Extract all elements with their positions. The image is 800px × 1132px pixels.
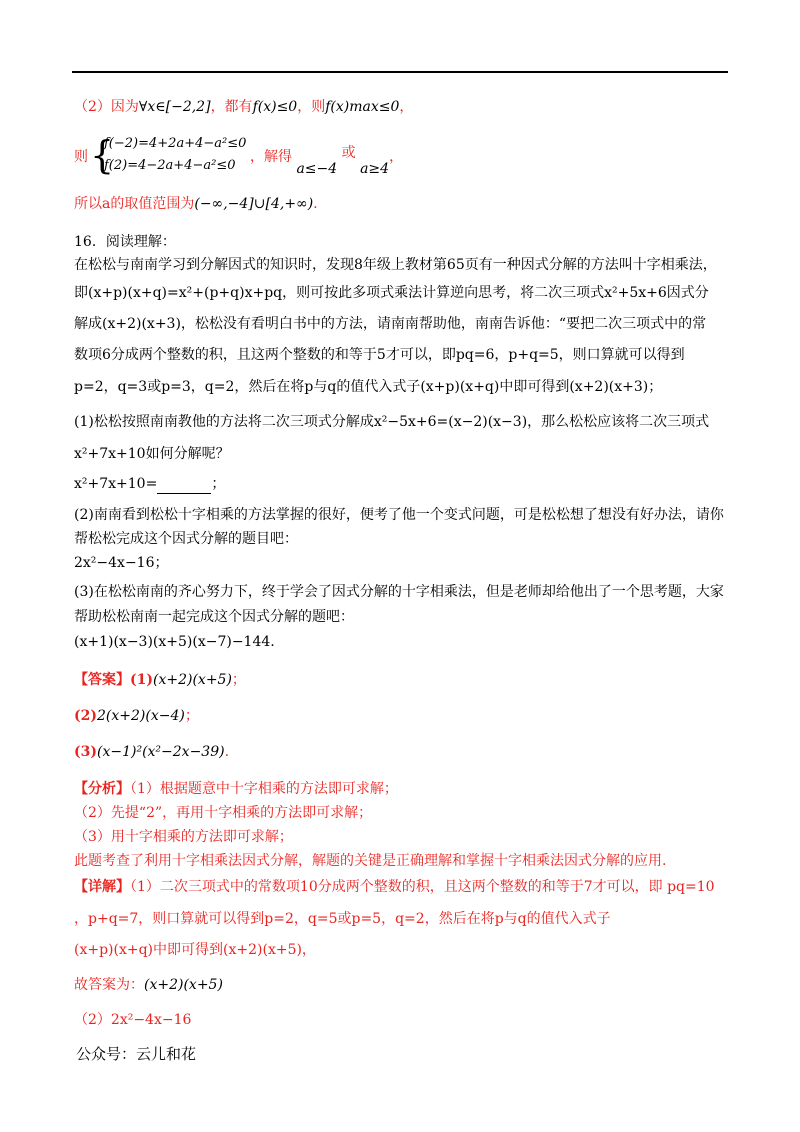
detail-line-2: ，p+q=7，则口算就可以得到p=2，q=5或p=5，q=2，然后在将p与q的值代入式子: [74, 911, 611, 927]
question-para-2: 即(x+p)(x+q)=x²+(p+q)x+pq，则可按此多项式乘法计算逆向思考，将二次三项式x²+5x+6因式分: [74, 285, 709, 301]
answer-1-end: ；: [231, 672, 246, 688]
solution-1: a≤−4: [296, 161, 338, 177]
detail-line-4: [74, 975, 223, 995]
prev-then: ，则: [297, 99, 326, 115]
prev-ineq: f(x)≤0: [252, 99, 298, 115]
answer-3-label: (3): [74, 744, 97, 760]
answer-1: (x+2)(x+5): [153, 672, 232, 688]
analysis-line-3: （3）用十字相乘的方法即可求解；: [74, 829, 293, 845]
answer-2-label: (2): [74, 708, 97, 724]
detail-tag: 【详解】: [74, 879, 130, 895]
system-line-2: f(2)=4−2a+4−a²≤0: [104, 158, 236, 173]
system-brace: {: [90, 133, 115, 177]
detail-text-1: （1）二次三项式中的常数项10分成两个整数的积，且这两个整数的和等于7才可以，即 pq=10: [130, 879, 715, 895]
footer-account: 公众号：云儿和花: [76, 1045, 197, 1063]
question-para-1: 在松松与南南学习到分解因式的知识时，发现8年级上教材第65页有一种因式分解的方法叫十字相乘法，: [74, 257, 717, 273]
question-para-5: p=2，q=3或p=3，q=2，然后在将p与q的值代入式子(x+p)(x+q)中即可得到(x+2)(x+3)；: [74, 379, 663, 395]
solution-2: a≥4: [360, 161, 390, 177]
prev-max: f(x)max≤0: [325, 99, 400, 115]
solve-label: ，解得: [250, 149, 292, 165]
subq1-line-b: x²+7x+10如何分解呢？: [74, 446, 230, 462]
then-label: 则: [74, 149, 88, 165]
answer-line-2: [74, 706, 199, 726]
detail-answer-value: (x+2)(x+5): [144, 977, 223, 993]
answer-line-3: [74, 742, 229, 762]
question-title: 16．阅读理解：: [74, 234, 176, 250]
prev-mid: ，都有: [210, 99, 253, 115]
subq1-expr: x²+7x+10=: [74, 476, 158, 492]
subq3-line-b: 帮助松松南南一起完成这个因式分解的题吧：: [74, 609, 354, 625]
answer-1-label: (1): [130, 672, 153, 688]
system-line-1: f(−2)=4+2a+4−a²≤0: [104, 136, 247, 151]
range-value: (−∞,−4]∪[4,+∞): [194, 196, 314, 212]
solve-end: ，: [389, 149, 404, 165]
subq2-expr: 2x²−4x−16；: [74, 555, 169, 571]
header-rule: [72, 71, 728, 73]
subq1-line-c: [74, 474, 225, 494]
answer-3-end: .: [224, 744, 230, 760]
detail-answer-label: 故答案为：: [74, 977, 144, 993]
range-line: [74, 194, 318, 214]
question-para-4: 数项6分成两个整数的积，且这两个整数的和等于5才可以，即pq=6，p+q=5，则口算就可以得到: [74, 347, 685, 363]
range-end: .: [313, 196, 318, 212]
subq3-line-a: (3)在松松南南的齐心努力下，终于学会了因式分解的十字相乘法，但是老师却给他出了一个思考题，大家: [74, 584, 724, 600]
subq2-line-b: 帮松松完成这个因式分解的题目吧：: [74, 531, 298, 547]
detail-line-5: （2）2x²−4x−16: [74, 1012, 192, 1028]
subq1-end: ；: [211, 476, 226, 492]
detail-line-3: (x+p)(x+q)中即可得到(x+2)(x+5)，: [74, 942, 316, 958]
detail-line-1: [74, 877, 715, 897]
subq2-line-a: (2)南南看到松松十字相乘的方法掌握的很好，便考了他一个变式问题，可是松松想了想没有好办法，请你: [74, 507, 724, 523]
or-word: 或: [341, 145, 356, 161]
prev-end: ，: [399, 99, 414, 115]
question-para-3: 解成(x+2)(x+3)，松松没有看明白书中的方法，请南南帮助他，南南告诉他：“要把二次三项式中的常: [74, 316, 707, 332]
range-text: 所以a的取值范围为: [74, 196, 195, 212]
solve-line: [250, 145, 404, 177]
analysis-line-1: [74, 779, 398, 799]
subq1-line-a: (1)松松按照南南教他的方法将二次三项式分解成x²−5x+6=(x−2)(x−3)，那么松松应该将二次三项式: [74, 414, 710, 430]
subq3-expr: (x+1)(x−3)(x+5)(x−7)−144.: [74, 634, 275, 650]
prev-cond: ∀x∈[−2,2]: [138, 99, 211, 115]
answer-2: 2(x+2)(x−4): [97, 708, 185, 724]
answer-2-end: ；: [184, 708, 199, 724]
answer-line-1: [74, 670, 246, 690]
answer-blank[interactable]: [157, 479, 211, 494]
prev-intro: （2）因为: [74, 99, 139, 115]
answer-3: (x−1)²(x²−2x−39): [97, 744, 225, 760]
analysis-tag: 【分析】: [74, 781, 130, 797]
analysis-text-1: （1）根据题意中十字相乘的方法即可求解；: [130, 781, 398, 797]
analysis-line-2: （2）先提“2”，再用十字相乘的方法即可求解；: [74, 805, 373, 821]
prev-part2-line: [74, 97, 413, 117]
analysis-line-4: 此题考查了利用十字相乘法因式分解，解题的关键是正确理解和掌握十字相乘法因式分解的应用.: [74, 853, 667, 869]
answer-tag: 【答案】: [74, 672, 130, 688]
